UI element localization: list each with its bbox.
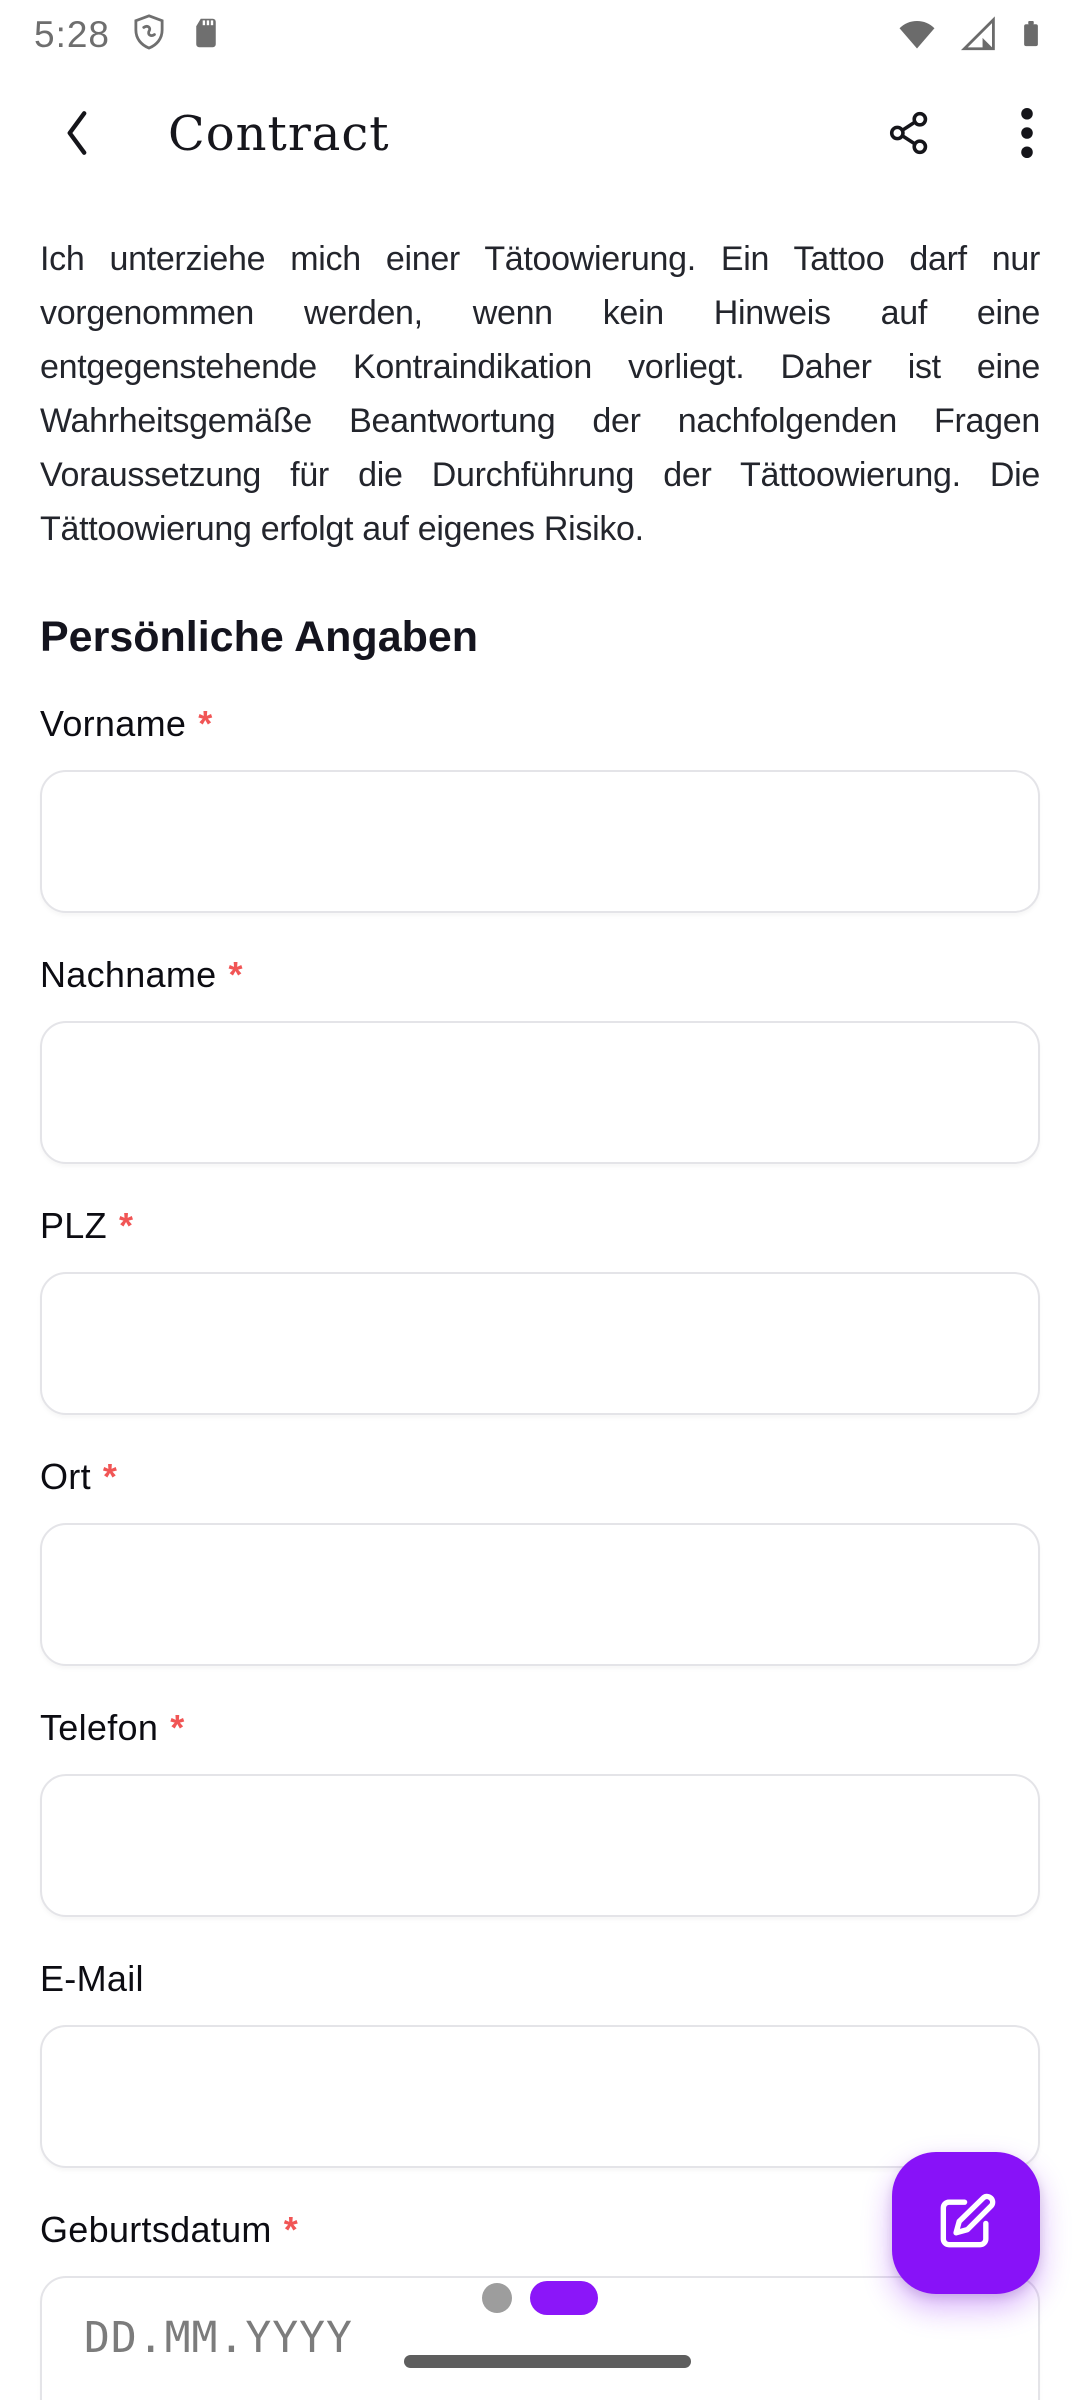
three-dots-icon	[1020, 104, 1034, 165]
share-icon	[884, 108, 934, 161]
clock-text: 5:28	[34, 14, 111, 55]
status-bar	[0, 0, 1080, 60]
status-bar-right	[894, 10, 1046, 61]
field-label	[40, 955, 1040, 995]
edit-fab-button[interactable]	[892, 2152, 1040, 2294]
date-scrollbar-handle[interactable]	[404, 2355, 691, 2368]
cellular-signal-icon	[956, 12, 1000, 59]
field-group-nachname	[40, 955, 1040, 1164]
email-input[interactable]	[40, 2025, 1040, 2168]
page-indicator-dot	[482, 2283, 512, 2313]
field-label	[40, 2210, 1040, 2250]
label-text: Ort	[40, 1456, 91, 1497]
birthdate-field	[40, 2276, 1040, 2400]
field-group-email	[40, 1959, 1040, 2168]
field-label	[40, 704, 1040, 744]
required-asterisk: *	[228, 954, 243, 995]
birthdate-input[interactable]	[82, 2312, 416, 2364]
label-text: E-Mail	[40, 1958, 144, 1999]
ort-input[interactable]	[40, 1523, 1040, 1666]
sd-card-icon	[188, 10, 224, 61]
app-bar-actions	[884, 104, 1034, 165]
label-text: Telefon	[40, 1707, 159, 1748]
app-bar	[0, 88, 1080, 180]
section-title: Persönliche Angaben	[40, 613, 479, 661]
field-label	[40, 1206, 1040, 1246]
label-text: Nachname	[40, 954, 217, 995]
field-group-geburtsdatum	[40, 2210, 1040, 2400]
overflow-menu-button[interactable]	[1020, 104, 1034, 165]
telefon-input[interactable]	[40, 1774, 1040, 1917]
label-text: PLZ	[40, 1205, 107, 1246]
page-indicator	[482, 2281, 598, 2315]
back-arrow-icon	[52, 104, 104, 165]
field-label	[40, 1708, 1040, 1748]
required-asterisk: *	[198, 703, 213, 744]
label-text: Geburtsdatum	[40, 2209, 272, 2250]
field-group-ort	[40, 1457, 1040, 1666]
field-group-vorname	[40, 704, 1040, 913]
required-asterisk: *	[283, 2209, 299, 2250]
page-indicator-active-pill	[530, 2281, 598, 2315]
field-group-telefon	[40, 1708, 1040, 1917]
required-asterisk: *	[170, 1707, 185, 1748]
consent-paragraph: Ich unterziehe mich einer Tätoowierung. Ein Tattoo darf nur vorgenommen werden, wenn kein Hinweis auf eine entgegenstehende Kontraindikation vorliegt. Daher ist eine Wahrheitsgemäße Beantwortung der nachfolgenden Fragen Voraussetzung für die Durchführung der Tättoowierung. Die Tättoowierung erfolgt auf eigenes Risiko.	[40, 240, 1040, 548]
shield-icon	[128, 10, 170, 61]
field-label	[40, 1457, 1040, 1497]
wifi-icon	[894, 13, 940, 58]
plz-input[interactable]	[40, 1272, 1040, 1415]
battery-icon	[1016, 10, 1046, 61]
required-asterisk: *	[118, 1205, 134, 1246]
vorname-input[interactable]	[40, 770, 1040, 913]
status-bar-left	[34, 10, 224, 61]
page-title: Contract	[168, 106, 390, 162]
back-button[interactable]	[52, 104, 104, 165]
share-button[interactable]	[884, 108, 934, 161]
field-group-plz	[40, 1206, 1040, 1415]
field-label	[40, 1959, 1040, 1999]
edit-pencil-icon	[932, 2188, 1000, 2259]
required-asterisk: *	[102, 1456, 118, 1497]
nachname-input[interactable]	[40, 1021, 1040, 1164]
label-text: Vorname	[40, 703, 187, 744]
